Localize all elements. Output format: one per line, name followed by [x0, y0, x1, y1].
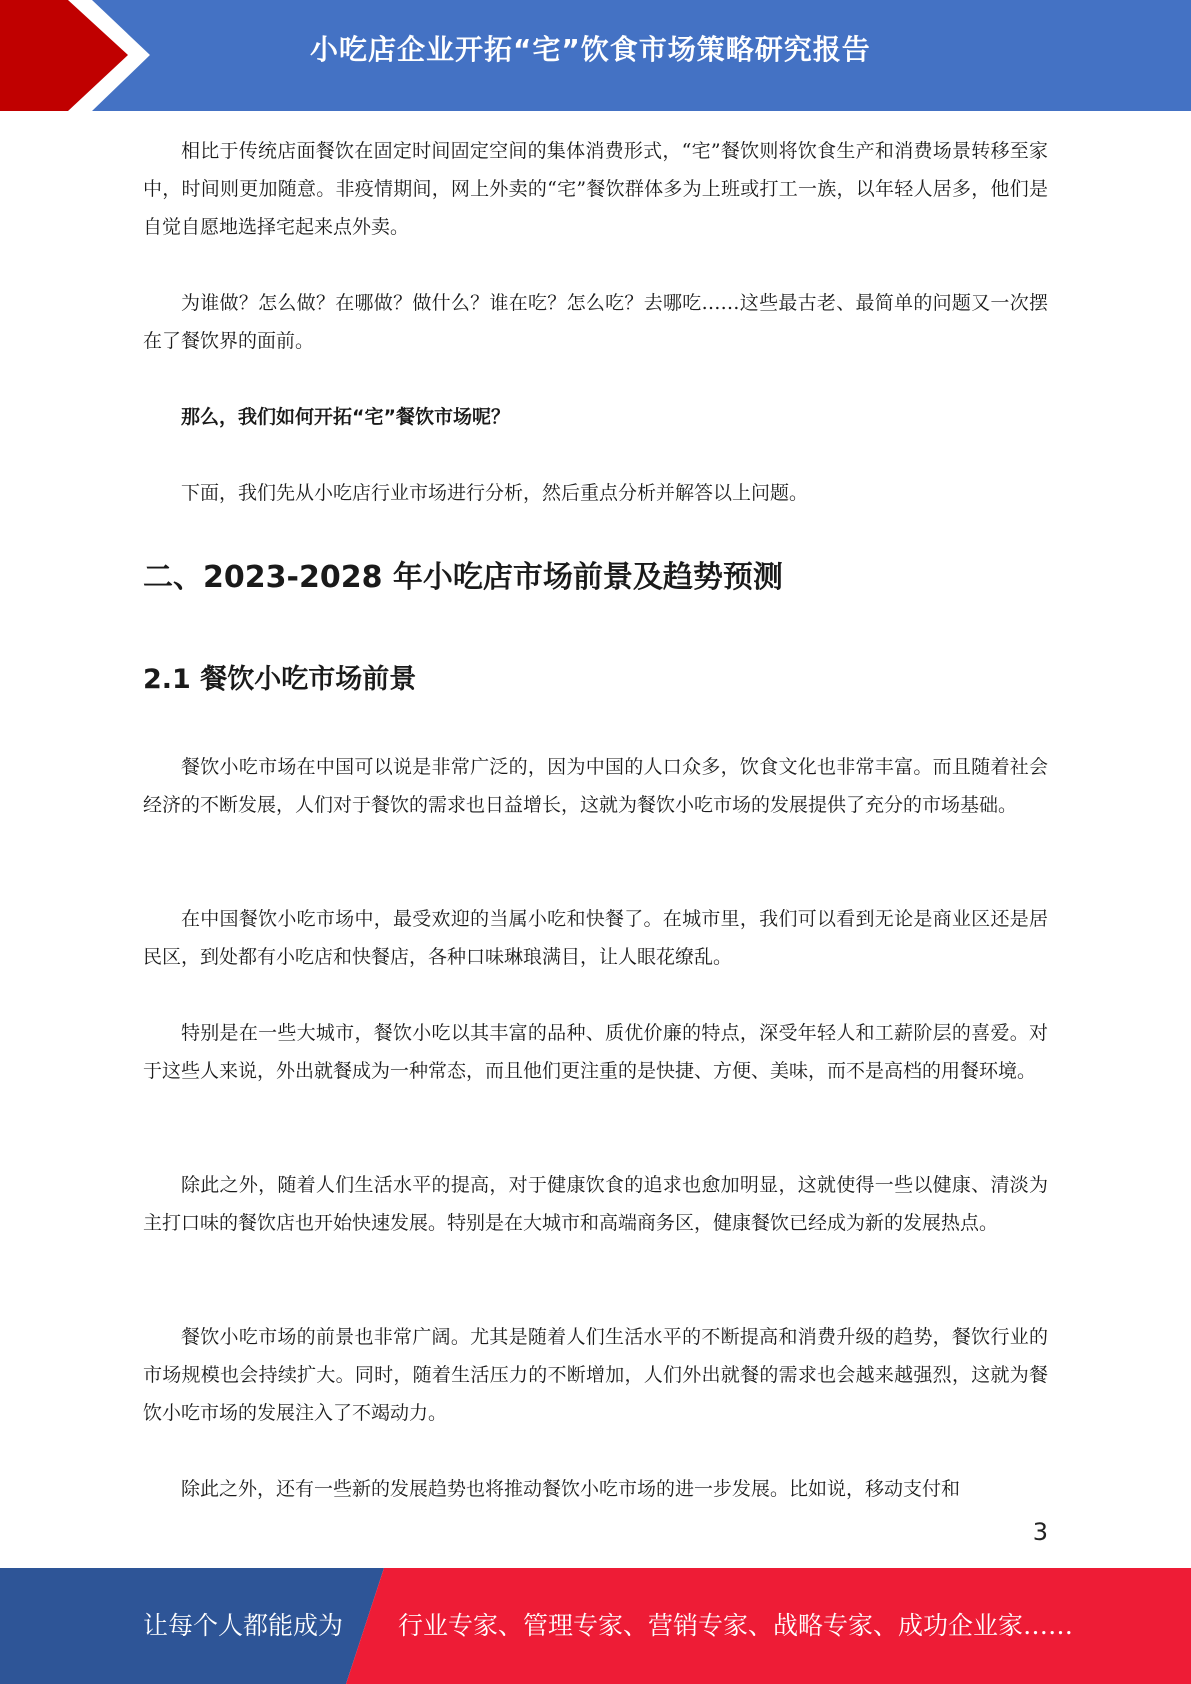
page-footer	[0, 1568, 1191, 1684]
intro-question: 那么，我们如何开拓“宅”餐饮市场呢？	[181, 406, 510, 428]
body-paragraph-4: 除此之外，随着人们生活水平的提高，对于健康饮食的追求也愈加明显，这就使得一些以健康、清淡为主打口味的餐饮店也开始快速发展。特别是在大城市和高端商务区，健康餐饮已经成为新的发展热点。	[143, 1174, 1048, 1234]
body-paragraph-1: 餐饮小吃市场在中国可以说是非常广泛的，因为中国的人口众多，饮食文化也非常丰富。而且随着社会经济的不断发展，人们对于餐饮的需求也日益增长，这就为餐饮小吃市场的发展提供了充分的市场基础。	[143, 756, 1048, 816]
intro-paragraph-2: 为谁做？怎么做？在哪做？做什么？谁在吃？怎么吃？去哪吃……这些最古老、最简单的问题又一次摆在了餐饮界的面前。	[143, 292, 1048, 352]
body-paragraph-5: 餐饮小吃市场的前景也非常广阔。尤其是随着人们生活水平的不断提高和消费升级的趋势，餐饮行业的市场规模也会持续扩大。同时，随着生活压力的不断增加，人们外出就餐的需求也会越来越强烈，这就为餐饮小吃市场的发展注入了不竭动力。	[143, 1326, 1048, 1424]
section-heading: 二、2023-2028 年小吃店市场前景及趋势预测	[143, 560, 783, 595]
intro-paragraph-1: 相比于传统店面餐饮在固定时间固定空间的集体消费形式，“宅”餐饮则将饮食生产和消费场景转移至家中，时间则更加随意。非疫情期间，网上外卖的“宅”餐饮群体多为上班或打工一族，以年轻人居多，他们是自觉自愿地选择宅起来点外卖。	[143, 140, 1048, 238]
subsection-heading: 2.1 餐饮小吃市场前景	[143, 664, 417, 695]
intro-paragraph-3: 下面，我们先从小吃店行业市场进行分析，然后重点分析并解答以上问题。	[181, 482, 809, 504]
body-paragraph-2: 在中国餐饮小吃市场中，最受欢迎的当属小吃和快餐了。在城市里，我们可以看到无论是商业区还是居民区，到处都有小吃店和快餐店，各种口味琳琅满目，让人眼花缭乱。	[143, 908, 1048, 968]
page-number: 3	[1032, 1518, 1048, 1546]
body-paragraph-3: 特别是在一些大城市，餐饮小吃以其丰富的品种、质优价廉的特点，深受年轻人和工薪阶层的喜爱。对于这些人来说，外出就餐成为一种常态，而且他们更注重的是快捷、方便、美味，而不是高档的用餐环境。	[143, 1022, 1048, 1082]
footer-slogan-right: 行业专家、管理专家、营销专家、战略专家、成功企业家……	[398, 1611, 1074, 1640]
page-header	[0, 0, 1191, 111]
footer-slogan-left: 让每个人都能成为	[143, 1611, 344, 1640]
report-title: 小吃店企业开拓“宅”饮食市场策略研究报告	[310, 33, 871, 66]
body-paragraph-6: 除此之外，还有一些新的发展趋势也将推动餐饮小吃市场的进一步发展。比如说，移动支付和	[181, 1478, 961, 1500]
